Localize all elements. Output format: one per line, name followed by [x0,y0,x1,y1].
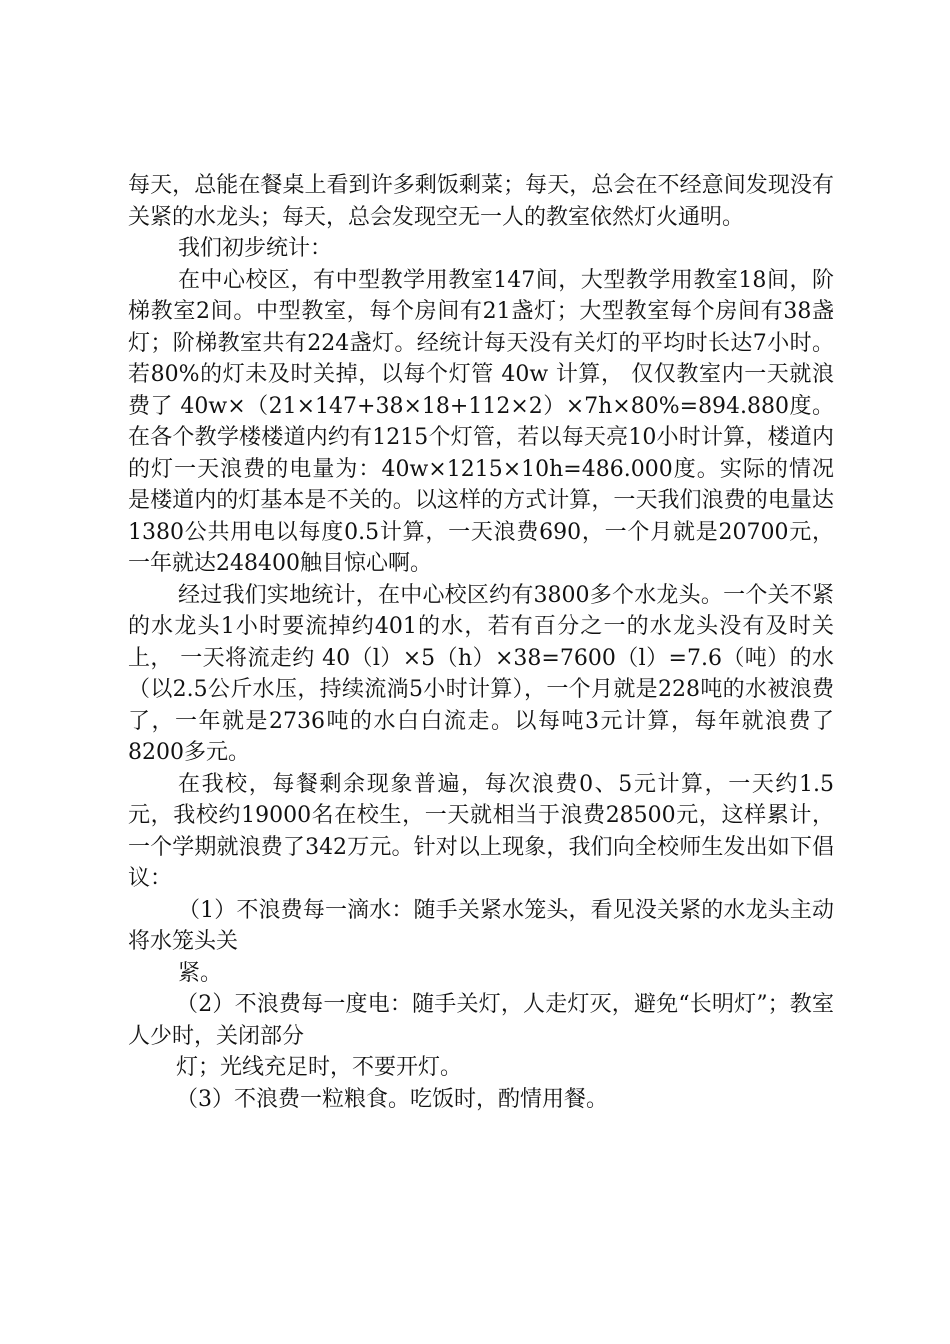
paragraph-intro: 每天，总能在餐桌上看到许多剩饭剩菜；每天，总会在不经意间发现没有关紧的水龙头；每天，总会发现空无一人的教室依然灯火通明。 [128,173,834,230]
document-body [128,170,834,1115]
proposal-electricity: （2）不浪费每一度电：随手关灯，人走灯灭，避免“长明灯”；教室人少时，关闭部分 [128,992,834,1049]
proposal-water-continued: 紧。 [178,960,223,986]
proposal-water: （1）不浪费每一滴水：随手关紧水笼头，看见没关紧的水龙头主动将水笼头关 [128,897,834,954]
proposal-food: （3）不浪费一粒粮食。吃饭时，酌情用餐。 [176,1086,608,1112]
paragraph-stat-heading: 我们初步统计： [178,236,333,261]
paragraph-electricity: 在中心校区，有中型教学用教室147间，大型教学用教室18间，阶梯教室2间。中型教室，每个房间有21盏灯；大型教室每个房间有38盏灯；阶梯教室共有224盏灯。经统计每天没有关灯的平均时长达7小时。若80%的灯未及时关掉，以每个灯管 40w 计算， 仅仅教室内一天就浪费了 40w×（21×147+38×18+112×2）×7h×80%=894.880度。在各个教学楼楼道内约有1215个灯管，若以每天亮10小时计算，楼道内的灯一天浪费的电量为：40w×1215×10h=486.000度。实际的情况是楼道内的灯基本是不关的。以这样的方式计算，一天我们浪费的电量达1380公共用电以每度0.5计算，一天浪费690，一个月就是20700元，一年就达248400触目惊心啊。 [128,267,834,576]
paragraph-water: 经过我们实地统计，在中心校区约有3800多个水龙头。一个关不紧的水龙头1小时要流掉约401的水，若有百分之一的水龙头没有及时关上， 一天将流走约 40（l）×5（h）×38=7600（l）=7.6（吨）的水（以2.5公斤水压，持续流淌5小时计算），一个月就是228吨的水被浪费了，一年就是2736吨的水白白流走。以每吨3元计算，每年就浪费了8200多元。 [128,582,834,765]
paragraph-food: 在我校，每餐剩余现象普遍，每次浪费0、5元计算，一天约1.5元，我校约19000名在校生，一天就相当于浪费28500元，这样累计，一个学期就浪费了342万元。针对以上现象，我们向全校师生发出如下倡议： [128,771,834,891]
proposal-electricity-continued: 灯；光线充足时，不要开灯。 [176,1055,463,1080]
